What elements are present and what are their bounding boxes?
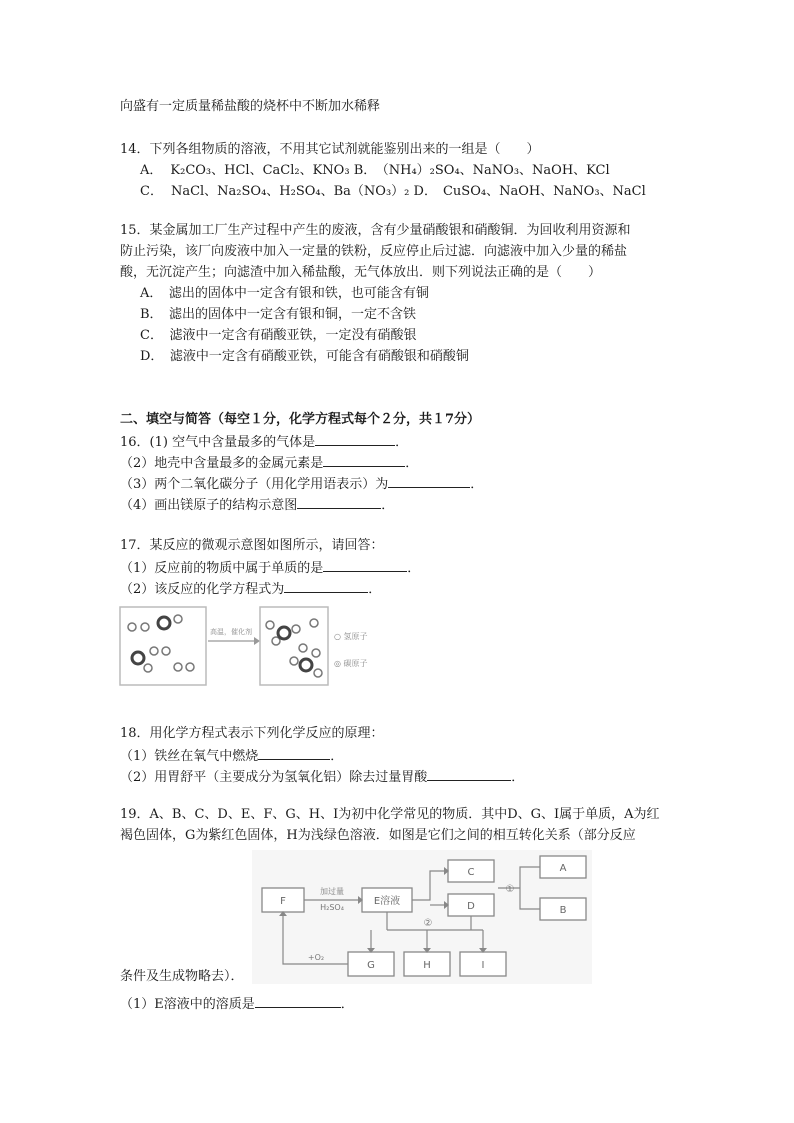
- box-d: D: [467, 901, 475, 912]
- box-h: H: [423, 960, 431, 971]
- q15-option-c: C． 滤液中一定含有硝酸亚铁，一定没有硝酸银: [140, 328, 417, 343]
- q16-blank-3[interactable]: [388, 474, 470, 488]
- q16-prompt-2: （2）地壳中含量最多的金属元素是: [120, 456, 324, 471]
- q19-conversion-diagram: [252, 850, 592, 984]
- q16-blank-2[interactable]: [323, 453, 405, 467]
- box-b: B: [559, 905, 567, 916]
- q15-stem-3: 酸，无沉淀产生；向滤渣中加入稀盐酸，无气体放出．则下列说法正确的是（ ）: [120, 265, 602, 280]
- q17-prompt-1: （1）反应前的物质中属于单质的是: [120, 561, 324, 576]
- after-molecules: [266, 619, 322, 677]
- q17-line-1: [120, 558, 420, 578]
- mark-2: ②: [423, 918, 433, 929]
- q17-line-2: [120, 579, 381, 599]
- q18-period-1: ．: [330, 749, 344, 764]
- q16-period-1: ．: [395, 435, 409, 450]
- q18-line-1: [120, 746, 343, 766]
- q14-option-a-label: A．: [140, 163, 163, 178]
- q17-prompt-2: （2）该反应的化学方程式为: [120, 582, 285, 597]
- q14-options-cd: [140, 183, 646, 201]
- before-molecules: [128, 615, 194, 672]
- q14-option-a: K₂CO₃、HCl、CaCl₂、KNO₃: [170, 163, 350, 178]
- q19-stem-2: 褐色固体，G为紫红色固体，H为浅绿色溶液．如图是它们之间的相互转化关系（部分反应: [120, 828, 636, 843]
- q16-period-2: ．: [405, 456, 419, 471]
- q16-line-3: [120, 474, 483, 494]
- q16-period-3: ．: [470, 477, 484, 492]
- q17-blank-2[interactable]: [284, 579, 368, 593]
- q19-stem-3: 条件及生成物略去）．: [120, 969, 244, 984]
- q14-option-b: （NH₄）₂SO₄、NaNO₃、NaOH、KCl: [382, 163, 610, 178]
- box-i: I: [481, 960, 485, 971]
- q16-prompt-4: （4）画出镁原子的结构示意图: [120, 498, 298, 513]
- q18-blank-2[interactable]: [427, 767, 511, 781]
- arrow-excess-label: 加过量: [320, 887, 344, 896]
- q16-prompt-3: （3）两个二氧化碳分子（用化学用语表示）为: [120, 477, 389, 492]
- mark-1: ①: [505, 884, 515, 895]
- q16-blank-4[interactable]: [297, 495, 381, 509]
- arrow-condition-label: 高温，催化剂: [210, 628, 252, 636]
- q14-stem: 14．下列各组物质的溶液，不用其它试剂就能鉴别出来的一组是（ ）: [120, 142, 540, 157]
- q19-line-1: [120, 994, 354, 1014]
- box-e: E溶液: [373, 896, 401, 907]
- box-a: A: [559, 863, 567, 874]
- q17-reaction-diagram: [118, 603, 378, 691]
- q16-line-1: [120, 432, 408, 452]
- q17-period-1: ．: [407, 561, 421, 576]
- top-line: 向盛有一定质量稀盐酸的烧杯中不断加水稀释: [120, 99, 381, 114]
- q19-stem-1: 19．A、B、C、D、E、F、G、H、I为初中化学常见的物质．其中D、G、I属于单质，A为红: [120, 807, 660, 822]
- box-g: G: [367, 960, 375, 971]
- q18-line-2: [120, 767, 524, 787]
- q15-option-b: B． 滤出的固体中一定含有银和铜，一定不含铁: [140, 307, 417, 322]
- section-2-title: 二、填空与简答（每空１分，化学方程式每个２分，共１7分）: [120, 412, 481, 427]
- box-f: F: [280, 896, 286, 907]
- q16-prompt-1: 16．(1) 空气中含量最多的气体是: [120, 435, 316, 450]
- legend-hydrogen: ○ 氢原子: [334, 632, 368, 641]
- q17-period-2: ．: [368, 582, 382, 597]
- q18-prompt-2: （2）用胃舒平（主要成分为氢氧化铝）除去过量胃酸: [120, 770, 428, 785]
- q18-blank-1[interactable]: [258, 746, 330, 760]
- q14-options-ab: [140, 162, 610, 180]
- q14-option-d-label: D．: [413, 184, 437, 199]
- q14-option-c: NaCl、Na₂SO₄、H₂SO₄、Ba（NO₃）₂: [170, 184, 410, 199]
- q16-line-4: [120, 495, 394, 515]
- q19-period-1: ．: [340, 997, 354, 1012]
- q17-blank-1[interactable]: [323, 558, 407, 572]
- q18-prompt-1: （1）铁丝在氧气中燃烧: [120, 749, 259, 764]
- q14-option-b-label: B．: [353, 163, 377, 178]
- legend-carbon: ◎ 碳原子: [334, 659, 368, 668]
- q15-stem-2: 防止污染，该厂向废液中加入一定量的铁粉，反应停止后过滤．向滤液中加入少量的稀盐: [120, 244, 628, 259]
- q16-line-2: [120, 453, 418, 473]
- arrow-o2-label: +O₂: [307, 953, 325, 962]
- q18-stem: 18．用化学方程式表示下列化学反应的原理：: [120, 726, 384, 741]
- q14-option-d: CuSO₄、NaOH、NaNO₃、NaCl: [442, 184, 646, 199]
- q14-option-c-label: C．: [140, 184, 163, 199]
- q18-period-2: ．: [511, 770, 525, 785]
- q19-blank-1[interactable]: [255, 994, 341, 1008]
- q16-period-4: ．: [381, 498, 395, 513]
- q16-blank-1[interactable]: [315, 432, 395, 446]
- q15-option-a: A． 滤出的固体中一定含有银和铁，也可能含有铜: [140, 286, 429, 301]
- q15-stem-1: 15．某金属加工厂生产过程中产生的废液，含有少量硝酸银和硝酸铜．为回收利用资源和: [120, 223, 631, 238]
- q15-option-d: D． 滤液中一定含有硝酸亚铁，可能含有硝酸银和硝酸铜: [140, 349, 469, 364]
- q17-stem: 17．某反应的微观示意图如图所示，请回答：: [120, 538, 384, 553]
- box-c: C: [467, 867, 475, 878]
- arrow-h2so4-label: H₂SO₄: [320, 903, 344, 912]
- q19-prompt-1: （1）E溶液中的溶质是: [120, 997, 255, 1012]
